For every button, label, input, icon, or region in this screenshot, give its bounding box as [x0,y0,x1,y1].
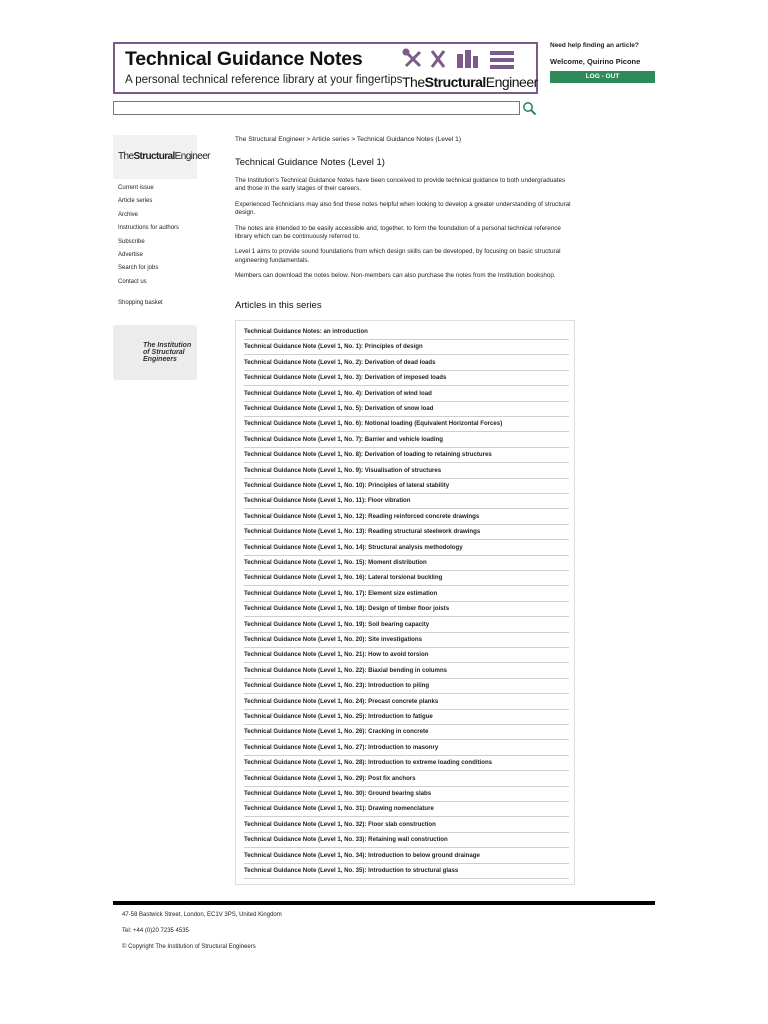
istruct-logo[interactable] [113,325,197,380]
help-link[interactable]: Need help finding an article? [550,42,639,49]
intro-paragraph: Members can download the notes below. Non-members can also purchase the notes from the Institution bookshop. [235,272,556,280]
sidebar-item-subscribe[interactable]: Subscribe [118,238,145,245]
sidebar-item-instructions[interactable]: Instructions for authors [118,225,180,232]
article-link[interactable]: Technical Guidance Note (Level 1, No. 34): Introduction to below ground drainage [244,849,569,864]
article-link[interactable]: Technical Guidance Note (Level 1, No. 15): Moment distribution [244,556,569,571]
article-link[interactable]: Technical Guidance Note (Level 1, No. 1): Principles of design [244,340,569,355]
article-link[interactable]: Technical Guidance Note (Level 1, No. 28): Introduction to extreme loading conditions [244,756,569,771]
main-content [235,135,575,281]
article-link[interactable]: Technical Guidance Note (Level 1, No. 26): Cracking in concrete [244,725,569,740]
article-list [235,320,575,885]
article-link[interactable]: Technical Guidance Note (Level 1, No. 31): Drawing nomenclature [244,802,569,817]
welcome-message: Welcome, Quirino Picone [550,57,641,66]
footer-phone: Tel: +44 (0)20 7235 4535 [122,928,189,934]
sidebar-item-archive[interactable]: Archive [118,211,139,218]
article-link[interactable]: Technical Guidance Note (Level 1, No. 4): Derivation of wind load [244,387,569,402]
site-title: Technical Guidance Notes [125,48,363,70]
article-link[interactable]: Technical Guidance Note (Level 1, No. 35): Introduction to structural glass [244,864,569,879]
article-link[interactable]: Technical Guidance Note (Level 1, No. 9): Visualisation of structures [244,464,569,479]
articles-section-title: Articles in this series [235,300,322,311]
article-link[interactable]: Technical Guidance Note (Level 1, No. 21): How to avoid torsion [244,648,569,663]
article-link[interactable]: Technical Guidance Note (Level 1, No. 29): Post fix anchors [244,772,569,787]
sidebar-logo[interactable]: TheStructuralEngineer [113,135,197,179]
article-link[interactable]: Technical Guidance Note (Level 1, No. 23): Introduction to piling [244,679,569,694]
istruct-logo-line: of Structural [143,349,185,356]
intro-paragraph: Level 1 aims to provide sound foundations from which design skills can be developed, by focusing on basic structural engineering fundamentals. [235,248,561,264]
article-link[interactable]: Technical Guidance Note (Level 1, No. 7): Barrier and vehicle loading [244,433,569,448]
article-link[interactable]: Technical Guidance Notes: an introduction [244,325,569,340]
footer-address: 47-58 Bastwick Street, London, EC1V 3PS, United Kingdom [122,912,282,918]
article-link[interactable]: Technical Guidance Note (Level 1, No. 30): Ground bearing slabs [244,787,569,802]
article-link[interactable]: Technical Guidance Note (Level 1, No. 27): Introduction to masonry [244,741,569,756]
site-subtitle: A personal technical reference library at your fingertips [125,74,403,86]
article-link[interactable]: Technical Guidance Note (Level 1, No. 3): Derivation of imposed loads [244,371,569,386]
breadcrumb[interactable]: The Structural Engineer > Article series > Technical Guidance Notes (Level 1) [235,136,462,143]
page-title: Technical Guidance Notes (Level 1) [235,157,385,168]
sidebar-item-article-series[interactable]: Article series [118,198,153,205]
article-link[interactable]: Technical Guidance Note (Level 1, No. 19): Soil bearing capacity [244,618,569,633]
engineering-tools-icon [402,48,532,70]
article-link[interactable]: Technical Guidance Note (Level 1, No. 16): Lateral torsional buckling [244,571,569,586]
article-link[interactable]: Technical Guidance Note (Level 1, No. 25): Introduction to fatigue [244,710,569,725]
article-link[interactable]: Technical Guidance Note (Level 1, No. 22): Biaxial bending in columns [244,664,569,679]
header-banner [113,42,538,94]
istruct-logo-line: The Institution [143,342,192,349]
logout-button[interactable]: LOG - OUT [550,71,655,83]
intro-paragraph: The notes are intended to be easily accessible and, together, to form the foundation of a personal technical reference library which can be continuously referred to. [235,224,561,241]
footer-divider [113,901,655,905]
article-link[interactable]: Technical Guidance Note (Level 1, No. 20): Site investigations [244,633,569,648]
article-link[interactable]: Technical Guidance Note (Level 1, No. 13): Reading structural steelwork drawings [244,525,569,540]
sidebar-item-search-jobs[interactable]: Search for jobs [118,265,159,272]
sidebar [113,135,210,289]
article-link[interactable]: Technical Guidance Note (Level 1, No. 24): Precast concrete planks [244,695,569,710]
sidebar-item-current-issue[interactable]: Current issue [118,185,154,191]
article-link[interactable]: Technical Guidance Note (Level 1, No. 14): Structural analysis methodology [244,541,569,556]
shopping-basket-link[interactable]: Shopping basket [118,300,163,306]
structural-engineer-logo: TheStructuralEngineer [402,74,538,90]
intro-paragraph: The Institution's Technical Guidance Notes have been conceived to provide technical guidance to both undergraduates and those in the early stages of their careers. [235,177,566,193]
article-link[interactable]: Technical Guidance Note (Level 1, No. 11): Floor vibration [244,494,569,509]
article-link[interactable]: Technical Guidance Note (Level 1, No. 8): Derivation of loading to retaining structures [244,448,569,463]
intro-paragraph: Experienced Technicians may also find these notes helpful when looking to develop a greater understanding of structural design. [235,200,571,217]
article-link[interactable]: Technical Guidance Note (Level 1, No. 18): Design of timber floor joists [244,602,569,617]
article-link[interactable]: Technical Guidance Note (Level 1, No. 5): Derivation of snow load [244,402,569,417]
article-link[interactable]: Technical Guidance Note (Level 1, No. 2): Derivation of dead loads [244,356,569,371]
article-link[interactable]: Technical Guidance Note (Level 1, No. 10): Principles of lateral stability [244,479,569,494]
article-link[interactable]: Technical Guidance Note (Level 1, No. 17): Element size estimation [244,587,569,602]
search-input[interactable] [113,101,520,115]
sidebar-item-advertise[interactable]: Advertise [118,251,144,258]
article-link[interactable]: Technical Guidance Note (Level 1, No. 33): Retaining wall construction [244,833,569,848]
sidebar-nav [113,182,197,289]
article-link[interactable]: Technical Guidance Note (Level 1, No. 6): Notional loading (Equivalent Horizontal Forces) [244,417,569,432]
article-link[interactable]: Technical Guidance Note (Level 1, No. 12): Reading reinforced concrete drawings [244,510,569,525]
sidebar-item-contact[interactable]: Contact us [118,278,147,285]
search-icon[interactable] [522,101,537,116]
istruct-logo-line: Engineers [143,356,177,363]
footer-copyright: © Copyright The Institution of Structural Engineers [122,944,256,950]
article-link[interactable]: Technical Guidance Note (Level 1, No. 32): Floor slab construction [244,818,569,833]
